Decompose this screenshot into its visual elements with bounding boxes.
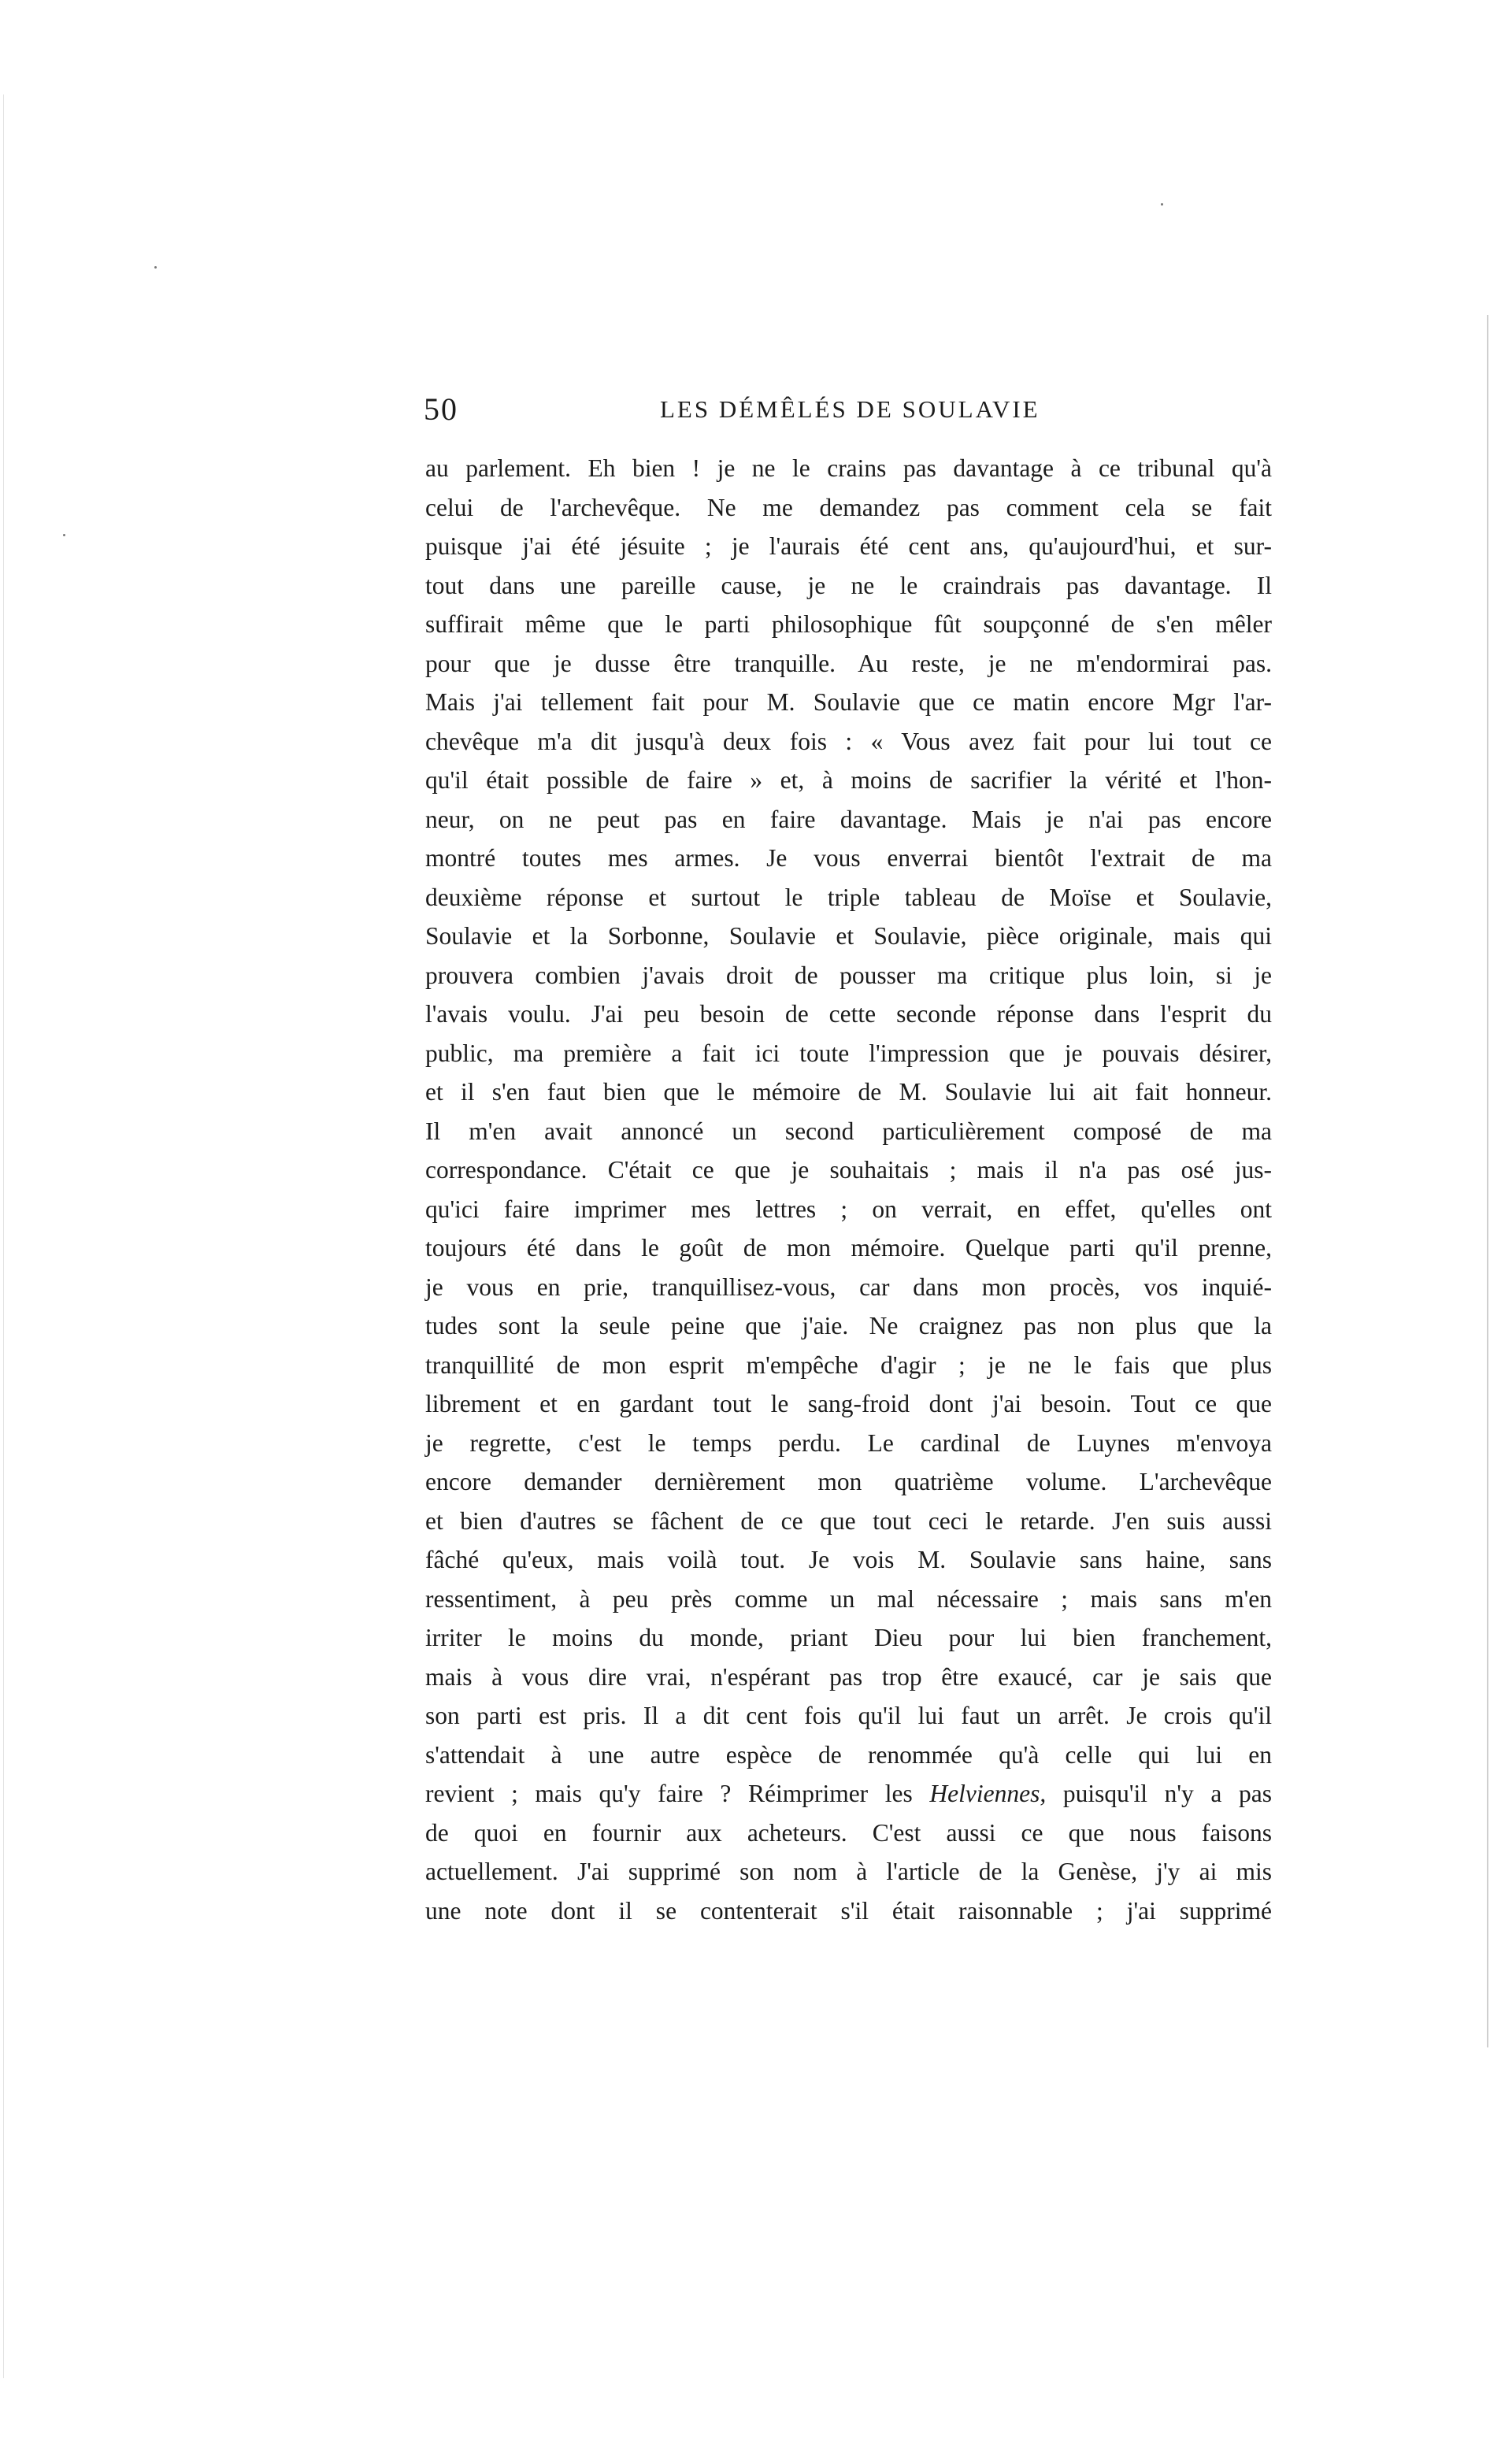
text-line: mais à vous dire vrai, n'espérant pas trop être exaucé, car je sais que — [425, 1662, 1272, 1691]
text-line: qu'il était possible de faire » et, à moins de sacrifier la vérité et l'hon- — [425, 766, 1272, 794]
text-line: encore demander dernièrement mon quatrième volume. L'archevêque — [425, 1468, 1272, 1495]
text-line: public, ma première a fait ici toute l'impression que je pouvais désirer, — [425, 1039, 1272, 1067]
text-line: son parti est pris. Il a dit cent fois qu'il lui faut un arrêt. Je crois qu'il — [425, 1702, 1272, 1729]
text-line: je regrette, c'est le temps perdu. Le cardinal de Luynes m'envoya — [425, 1428, 1272, 1457]
text-line: montré toutes mes armes. Je vous enverrai bientôt l'extrait de ma — [425, 844, 1272, 872]
text-line: qu'ici faire imprimer mes lettres ; on verrait, en effet, qu'elles ont — [425, 1195, 1272, 1223]
text-line: s'attendait à une autre espèce de renommée qu'à celle qui lui en — [425, 1740, 1272, 1769]
text-line: tout dans une pareille cause, je ne le craindrais pas davantage. Il — [425, 571, 1272, 599]
text-line: Mais j'ai tellement fait pour M. Soulavie que ce matin encore Mgr l'ar- — [425, 688, 1272, 716]
text-line: et bien d'autres se fâchent de ce que tout ceci le retarde. J'en suis aussi — [425, 1506, 1272, 1535]
scan-edge-left — [3, 94, 4, 2378]
text-line: et il s'en faut bien que le mémoire de M. Soulavie lui ait fait honneur. — [425, 1078, 1272, 1106]
text-line: librement et en gardant tout le sang-froid dont j'ai besoin. Tout ce que — [425, 1390, 1272, 1417]
text-line: Il m'en avait annoncé un second particulièrement composé de ma — [425, 1117, 1272, 1145]
text-line: toujours été dans le goût de mon mémoire. Quelque parti qu'il prenne, — [425, 1234, 1272, 1262]
text-line: pour que je dusse être tranquille. Au reste, je ne m'endormirai pas. — [425, 649, 1272, 677]
text-line: au parlement. Eh bien ! je ne le crains pas davantage à ce tribunal qu'à — [425, 454, 1272, 482]
scan-edge-right — [1487, 315, 1488, 2047]
text-line: tudes sont la seule peine que j'aie. Ne craignez pas non plus que la — [425, 1312, 1272, 1339]
text-run: puisqu'il n'y a pas — [1046, 1780, 1272, 1807]
text-line: irriter le moins du monde, priant Dieu pour lui bien franchement, — [425, 1624, 1272, 1651]
text-line: Soulavie et la Sorbonne, Soulavie et Soulavie, pièce originale, mais qui — [425, 922, 1272, 950]
text-line: chevêque m'a dit jusqu'à deux fois : « Vous avez fait pour lui tout ce — [425, 727, 1272, 755]
page-header — [424, 391, 1279, 438]
page-number: 50 — [424, 391, 458, 427]
text-line: correspondance. C'était ce que je souhaitais ; mais il n'a pas osé jus- — [425, 1156, 1272, 1184]
body-text — [425, 449, 1272, 1930]
text-line: suffirait même que le parti philosophique fût soupçonné de s'en mêler — [425, 610, 1272, 638]
text-line: l'avais voulu. J'ai peu besoin de cette seconde réponse dans l'esprit du — [425, 1000, 1272, 1028]
text-line: de quoi en fournir aux acheteurs. C'est aussi ce que nous faisons — [425, 1818, 1272, 1847]
scan-speck — [154, 266, 157, 269]
text-line: deuxième réponse et surtout le triple tableau de Moïse et Soulavie, — [425, 883, 1272, 911]
text-line: actuellement. J'ai supprimé son nom à l'article de la Genèse, j'y ai mis — [425, 1858, 1272, 1885]
running-head: LES DÉMÊLÉS DE SOULAVIE — [660, 395, 1040, 423]
text-line: je vous en prie, tranquillisez-vous, car dans mon procès, vos inquié- — [425, 1273, 1272, 1301]
scan-speck — [1161, 203, 1163, 206]
text-line: ressentiment, à peu près comme un mal nécessaire ; mais sans m'en — [425, 1584, 1272, 1613]
text-line: prouvera combien j'avais droit de pousser ma critique plus loin, si je — [425, 961, 1272, 989]
text-line: neur, on ne peut pas en faire davantage. Mais je n'ai pas encore — [425, 805, 1272, 833]
text-line: une note dont il se contenterait s'il était raisonnable ; j'ai supprimé — [425, 1896, 1272, 1925]
text-line: puisque j'ai été jésuite ; je l'aurais été cent ans, qu'aujourd'hui, et sur- — [425, 532, 1272, 560]
text-run: revient ; mais qu'y faire ? Réimprimer les — [425, 1780, 930, 1807]
text-line — [425, 1774, 1272, 1814]
text-line: fâché qu'eux, mais voilà tout. Je vois M. Soulavie sans haine, sans — [425, 1546, 1272, 1573]
italic-title: Helviennes, — [929, 1780, 1047, 1807]
text-line: celui de l'archevêque. Ne me demandez pas comment cela se fait — [425, 493, 1272, 521]
text-line: tranquillité de mon esprit m'empêche d'agir ; je ne le fais que plus — [425, 1351, 1272, 1379]
scan-speck — [63, 534, 65, 536]
